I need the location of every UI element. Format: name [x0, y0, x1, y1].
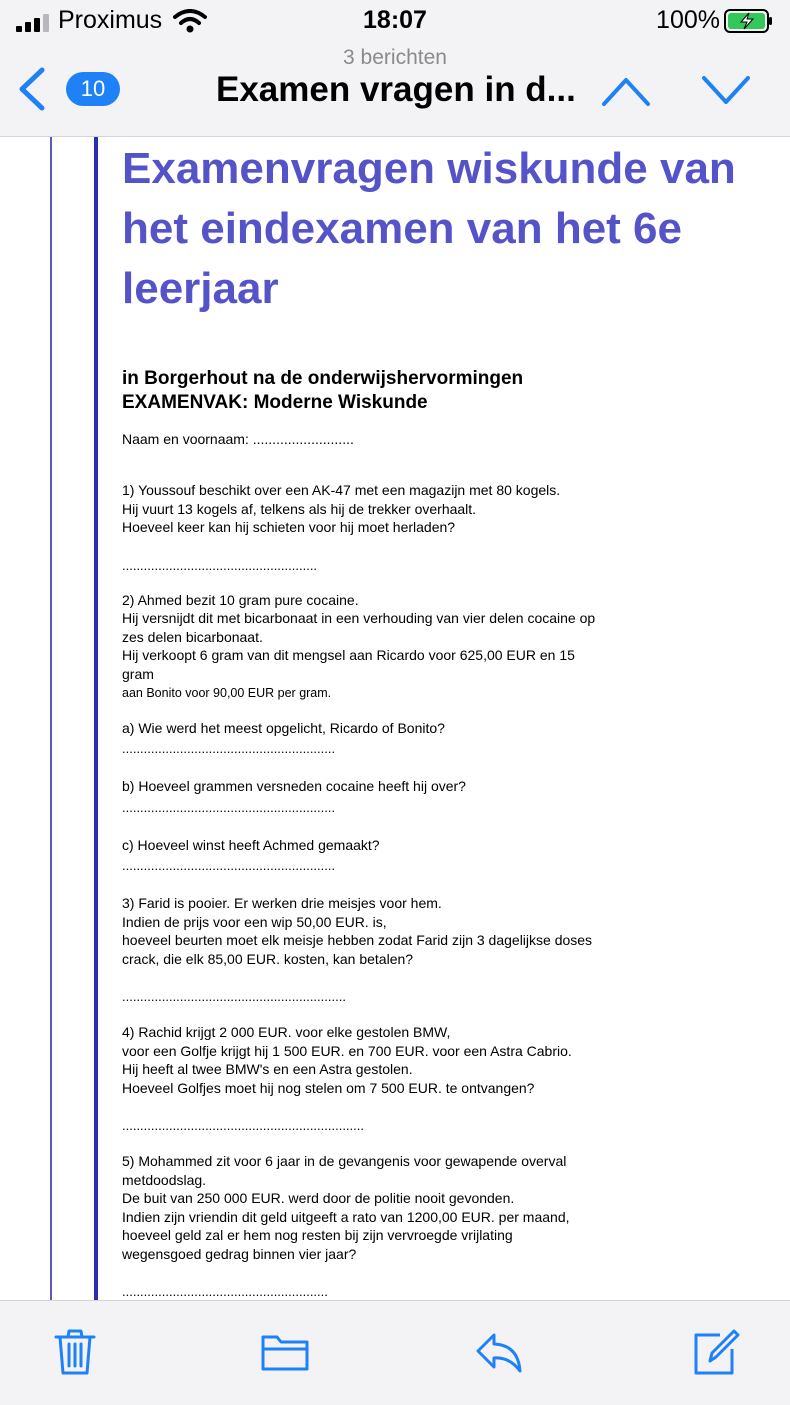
- question-2-last-line: aan Bonito voor 90,00 EUR per gram.: [122, 686, 332, 700]
- question-2: 2) Ahmed bezit 10 gram pure cocaine. Hij versnijdt dit met bicarbonaat in een verhouding van vier delen cocaine op zes delen bicarbonaat. Hij verkoopt 6 gram van dit mengsel aan Ricardo voor 625,00 EUR en 15 gram: [122, 591, 596, 682]
- answer-line-5: .........................................................: [122, 1284, 328, 1299]
- navigation-bar: [0, 44, 790, 137]
- reply-icon[interactable]: [474, 1327, 524, 1377]
- question-4: 4) Rachid krijgt 2 000 EUR. voor elke gestolen BMW, voor een Golfje krijgt hij 1 500 EUR. en 700 EUR. voor een Astra Cabrio. Hij heeft al twee BMW's en een Astra gestolen. Hoeveel Golfjes moet hij nog stelen om 7 500 EUR. te ontvangen?: [122, 1024, 572, 1096]
- answer-line-3: ..............................................................: [122, 989, 346, 1004]
- document-headline: Examenvragen wiskunde van het eindexamen van het 6e leerjaar: [122, 144, 736, 313]
- answer-line-2a: ...........................................................: [122, 741, 336, 756]
- subtitle-line-1: in Borgerhout na de onderwijshervormingen: [122, 368, 524, 389]
- name-field: Naam en voornaam: ..........................: [122, 431, 354, 447]
- compose-icon[interactable]: [690, 1327, 740, 1377]
- answer-line-4: ...................................................................: [122, 1118, 364, 1133]
- carrier-name: Proximus: [58, 6, 163, 34]
- question-3: 3) Farid is pooier. Er werken drie meisjes voor hem. Indien de prijs voor een wip 50,00 EUR. is, hoeveel beurten moet elk meisje hebben zodat Farid zijn 3 dagelijkse doses crack, die elk 85,00 EUR. kosten, kan betalen?: [122, 895, 593, 967]
- document-subtitle: [122, 367, 762, 415]
- message-count: 3 berichten: [343, 46, 447, 69]
- question-2a: a) Wie werd het meest opgelicht, Ricardo of Bonito?: [122, 719, 445, 736]
- quote-rule: [94, 137, 98, 1300]
- battery-charging-icon: [724, 9, 774, 33]
- question-2b: b) Hoeveel grammen versneden cocaine heeft hij over?: [122, 778, 466, 794]
- quote-rule-outer: [50, 137, 52, 1300]
- next-message-icon[interactable]: [700, 74, 752, 108]
- bottom-toolbar: [0, 1300, 790, 1405]
- answer-line-2c: ...........................................................: [122, 858, 336, 873]
- answer-line-2b: ...........................................................: [122, 799, 336, 815]
- trash-icon[interactable]: [50, 1327, 100, 1377]
- answer-line-1: ......................................................: [122, 557, 318, 573]
- question-2c: c) Hoeveel winst heeft Achmed gemaakt?: [122, 836, 380, 853]
- message-body[interactable]: [0, 137, 790, 1300]
- status-bar: [0, 0, 790, 44]
- exam-document: [122, 137, 762, 1299]
- battery-percent: 100%: [656, 6, 720, 34]
- back-chevron-icon[interactable]: [14, 66, 48, 112]
- clock: 18:07: [363, 6, 427, 34]
- folder-icon[interactable]: [260, 1327, 310, 1377]
- previous-message-icon[interactable]: [600, 74, 652, 108]
- subtitle-line-2: EXAMENVAK: Moderne Wiskunde: [122, 392, 428, 413]
- question-1: 1) Youssouf beschikt over een AK-47 met een magazijn met 80 kogels. Hij vuurt 13 kogels af, telkens als hij de trekker overhaalt. Hoeveel keer kan hij schieten voor hij moet herladen?: [122, 482, 561, 535]
- thread-title: Examen vragen in d...: [216, 70, 576, 109]
- back-badge[interactable]: 10: [66, 72, 120, 106]
- question-5: 5) Mohammed zit voor 6 jaar in de gevangenis voor gewapende overval metdoodslag. De buit van 250 000 EUR. werd door de politie nooit gevonden. Indien zijn vriendin dit geld uitgeeft a rato van 1200,00 EUR. per maand, hoeveel geld zal er hem nog resten bij zijn vervroegde vrijlating wegensgoed gedrag binnen vier jaar?: [122, 1153, 570, 1262]
